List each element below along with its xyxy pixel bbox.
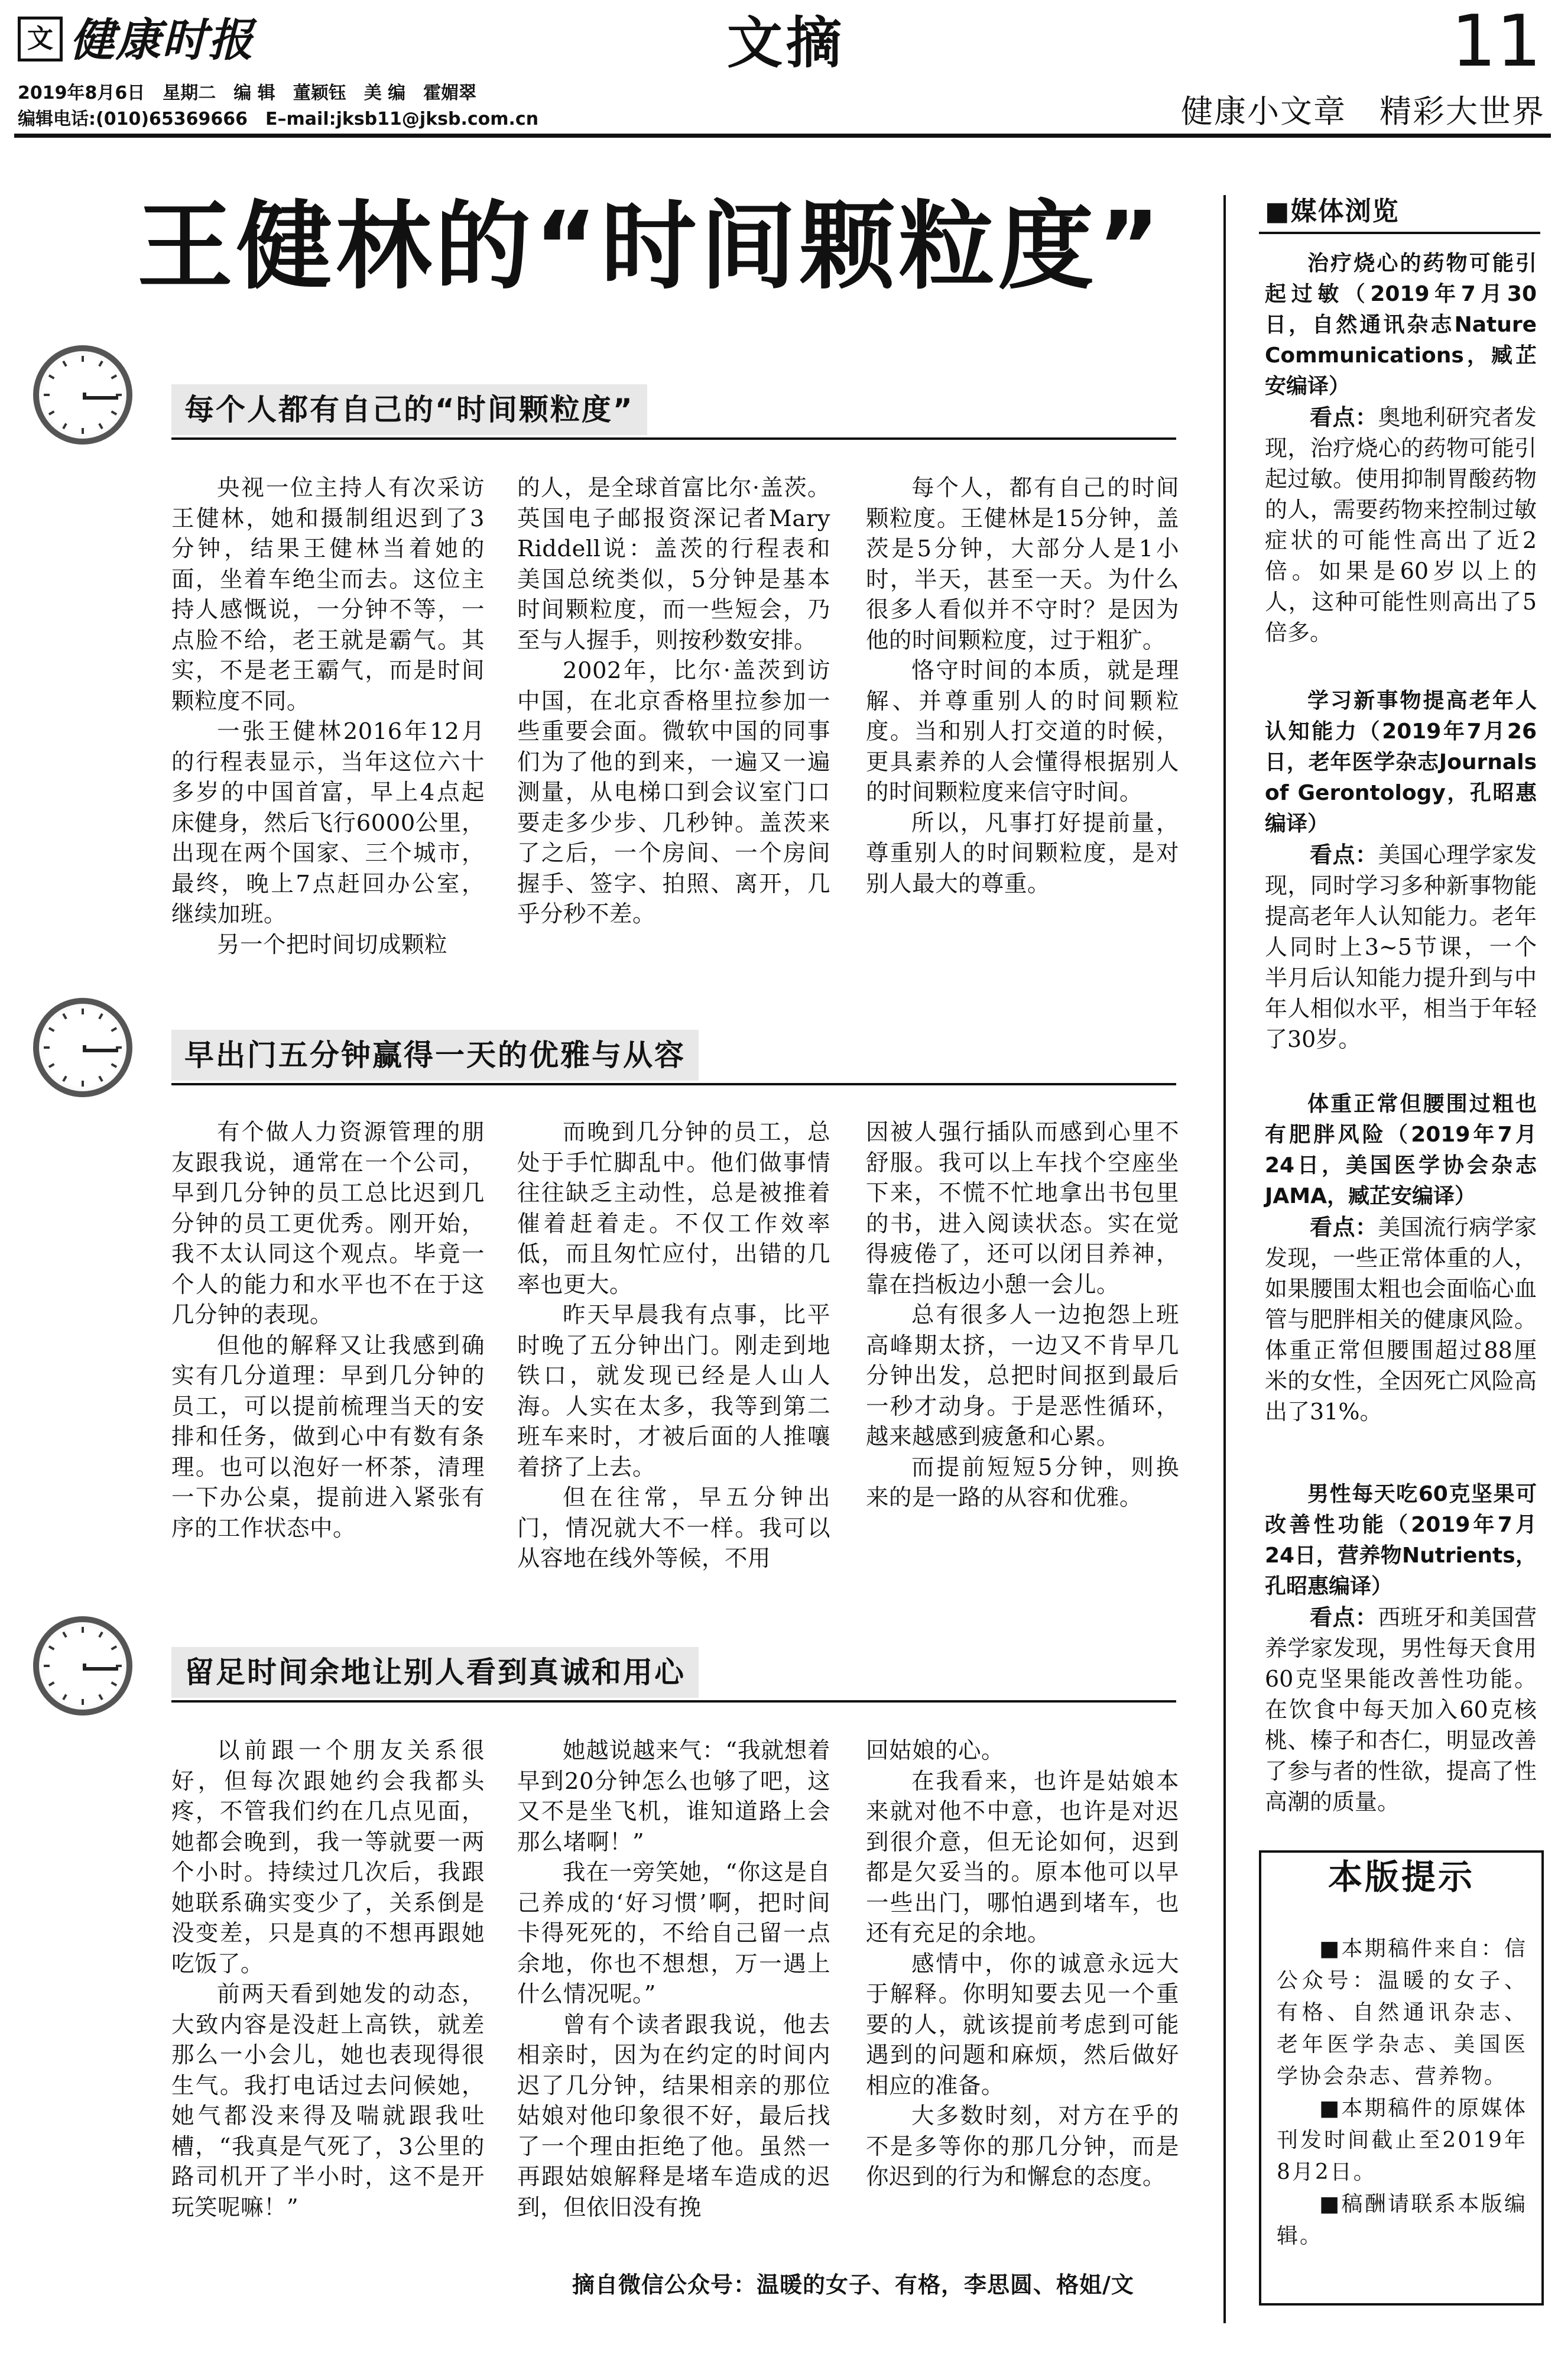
paragraph: 感情中，你的诚意永远大于解释。你明知要去见一个重要的人，就该提前考虑到可能遇到的问题和麻烦，然后做好相应的准备。 [866, 1950, 1179, 2099]
article-byline: 摘自微信公众号：温暖的女子、有格，李思圆、格姐/文 [572, 2271, 1134, 2298]
media-brief-body: 美国流行病学家发现，一些正常体重的人，如果腰围太粗也会面临心血管与肥胖相关的健康风险。体重正常但腰围超过88厘米的女性，全因死亡风险高出了31%。 [1265, 1214, 1537, 1425]
clock-tick [111, 1027, 117, 1032]
clock-tick [98, 1013, 103, 1020]
paragraph: 曾有个读者跟我说，他去相亲时，因为在约定的时间内迟了几分钟，结果相亲的那位姑娘对他印象很不好，最后找了一个理由拒绝了他。虽然一再跟姑娘解释是堵车造成的迟到，但依旧没有挽 [517, 2011, 830, 2221]
paragraph: 每个人，都有自己的时间颗粒度。王健林是15分钟，盖茨是5分钟，大部分人是1小时，半天，甚至一天。为什么很多人看似并不守时？是因为他的时间颗粒度，过于粗犷。 [866, 475, 1179, 654]
key-point-label: 看点： [1310, 1604, 1378, 1630]
page-note: ■本期稿件来自：信公众号：温暖的女子、有格、自然通讯杂志、老年医学杂志、美国医学协会杂志、营养物。 [1277, 1937, 1527, 2089]
paragraph: 因被人强行插队而感到心里不舒服。我可以上车找个空座坐下来，不慌不忙地拿出书包里的书，进入阅读状态。实在觉得疲倦了，还可以闭目养神，靠在挡板边小憩一会儿。 [866, 1119, 1179, 1298]
clock-tick [44, 1046, 50, 1049]
article-column [866, 1736, 1179, 2193]
clock-tick [48, 1681, 55, 1686]
clock-tick [62, 423, 67, 429]
sidebar-heading: ■媒体浏览 [1265, 196, 1400, 226]
clock-tick [48, 410, 55, 415]
section-heading-3: 留足时间余地让别人看到真诚和用心 [171, 1647, 699, 1698]
clock-tick [111, 1681, 117, 1686]
section-heading-2: 早出门五分钟赢得一天的优雅与从容 [171, 1030, 699, 1081]
clock-icon [33, 1616, 132, 1716]
page-number: 11 [1451, 1, 1541, 83]
clock-tick [44, 394, 50, 396]
clock-tick [62, 1632, 67, 1638]
newspaper-logo: 健康时报 [70, 14, 254, 66]
media-brief-body: 西班牙和美国营养学家发现，男性每天食用60克坚果能改善性功能。在饮食中每天加入60克核桃、榛子和杏仁，明显改善了参与者的性欲，提高了性高潮的质量。 [1265, 1604, 1537, 1815]
newspaper-logo-mark: 文 [18, 17, 63, 61]
paragraph: 恪守时间的本质，就是理解、并尊重别人的时间颗粒度。当和别人打交道的时候，更具素养的人会懂得根据别人的时间颗粒度来信守时间。 [866, 657, 1179, 806]
article-headline: 王健林的“时间颗粒度” [137, 192, 1164, 303]
clock-tick [116, 394, 122, 396]
paragraph: 而提前短短5分钟，则换来的是一路的从容和优雅。 [866, 1454, 1179, 1511]
section-rule-3 [171, 1700, 1176, 1703]
clock-tick [111, 374, 117, 379]
clock-icon [33, 998, 132, 1097]
page-note: ■稿酬请联系本版编辑。 [1277, 2192, 1527, 2248]
clock-tick [48, 1027, 55, 1032]
paragraph: 所以，凡事打好提前量，尊重别人的时间颗粒度，是对别人最大的尊重。 [866, 809, 1179, 897]
clock-tick [48, 1063, 55, 1068]
date-editor-line: 2019年8月6日 星期二 编 辑 董颖钰 美 编 霍媚翠 [18, 83, 477, 103]
clock-tick [48, 374, 55, 379]
paragraph: 在我看来，也许是姑娘本来就对他不中意，也许是对迟到很介意，但无论如何，迟到都是欠妥当的。原本他可以早一些出门，哪怕遇到堵车，也还有充足的余地。 [866, 1768, 1179, 1947]
paragraph: 一张王健林2016年12月的行程表显示，当年这位六十多岁的中国首富，早上4点起床健身，然后飞行6000公里，出现在两个国家、三个城市，最终，晚上7点赶回办公室，继续加班。 [171, 718, 485, 928]
paragraph: 总有很多人一边抱怨上班高峰期太挤，一边又不肯早几分钟出发，总把时间抠到最后一秒才动身。于是恶性循环，越来越感到疲惫和心累。 [866, 1302, 1179, 1450]
page-tagline: 健康小文章 精彩大世界 [1181, 93, 1545, 130]
article-column [517, 473, 830, 930]
media-brief-title: 治疗烧心的药物可能引起过敏（2019年7月30日，自然通讯杂志Nature Communications，臧芷安编译） [1265, 251, 1537, 398]
clock-tick [111, 410, 117, 415]
clock-tick [111, 1063, 117, 1068]
article-column [517, 1736, 830, 2223]
clock-tick [98, 1694, 103, 1700]
clock-tick [62, 1075, 67, 1082]
page-note: ■本期稿件的原媒体刊发时间截止至2019年8月2日。 [1277, 2096, 1527, 2184]
clock-tick [82, 356, 84, 362]
clock-tick [62, 361, 67, 367]
page-notes-body [1277, 1933, 1527, 2252]
paragraph: 但在往常，早五分钟出门，情况就大不一样。我可以从容地在线外等候，不用 [517, 1484, 830, 1572]
clock-tick [62, 1694, 67, 1700]
key-point-label: 看点： [1310, 1214, 1378, 1240]
paragraph: 前两天看到她发的动态，大致内容是没赶上高铁，就差那么一小会儿，她也表现得很生气。我打电话过去问候她，她气都没来得及喘就跟我吐槽，“我真是气死了，3公里的路司机开了半小时，这不是开玩笑呢嘛！” [171, 1981, 485, 2221]
media-brief [1265, 1089, 1537, 1427]
media-brief [1265, 686, 1537, 1055]
clock-tick [82, 1081, 84, 1087]
header-rule [14, 134, 1551, 138]
paragraph: 2002年，比尔·盖茨到访中国，在北京香格里拉参加一些重要会面。微软中国的同事们为了他的到来，一遍又一遍测量，从电梯口到会议室门口要走多少步、几秒钟。盖茨来了之后，一个房间、一个房间握手、签字、拍照、离开，几乎分秒不差。 [517, 657, 830, 928]
clock-tick [82, 1627, 84, 1633]
clock-tick [98, 361, 103, 367]
paragraph: 的人，是全球首富比尔·盖茨。英国电子邮报资深记者Mary Riddell说：盖茨的行程表和美国总统类似，5分钟是基本时间颗粒度，而一些短会，乃至与人握手，则按秒数安排。 [517, 475, 830, 654]
article-column [171, 1736, 485, 2223]
media-brief-body: 美国心理学家发现，同时学习多种新事物能提高老年人认知能力。老年人同时上3~5节课，一个半月后认知能力提升到与中年人相似水平，相当于年轻了30岁。 [1265, 842, 1537, 1052]
sidebar-heading-rule [1259, 232, 1540, 234]
article-column [866, 1117, 1179, 1513]
paragraph: 有个做人力资源管理的朋友跟我说，通常在一个公司，早到几分钟的员工总比迟到几分钟的员工更优秀。刚开始，我不太认同这个观点。毕竟一个人的能力和水平也不在于这几分钟的表现。 [171, 1119, 485, 1328]
paragraph: 她越说越来气：“我就想着早到20分钟怎么也够了吧，这又不是坐飞机，谁知道路上会那么堵啊！” [517, 1737, 830, 1856]
media-brief-title: 男性每天吃60克坚果可改善性功能（2019年7月24日，营养物Nutrients，孔昭惠编译） [1265, 1482, 1537, 1598]
paragraph: 另一个把时间切成颗粒 [217, 931, 448, 958]
media-brief [1265, 248, 1537, 648]
article-column [866, 473, 1179, 899]
key-point-label: 看点： [1310, 841, 1378, 868]
clock-tick [116, 1665, 122, 1667]
paragraph: 我在一旁笑她，“你这是自己养成的‘好习惯’啊，把时间卡得死死的，不给自己留一点余地，你也不想想，万一遇上什么情况呢。” [517, 1859, 830, 2008]
clock-tick [98, 423, 103, 429]
paragraph: 昨天早晨我有点事，比平时晚了五分钟出门。刚走到地铁口，就发现已经是人山人海。人实在太多，我等到第二班车来时，才被后面的人推嚷着挤了上去。 [517, 1302, 830, 1481]
clock-tick [82, 428, 84, 434]
key-point-label: 看点： [1310, 404, 1378, 430]
article-column [171, 1117, 485, 1544]
paragraph: 回姑娘的心。 [866, 1737, 1005, 1764]
media-brief-title: 学习新事物提高老年人认知能力（2019年7月26日，老年医学杂志Journals of Gerontology，孔昭惠编译） [1265, 689, 1537, 836]
clock-icon [33, 345, 132, 445]
clock-tick [116, 1046, 122, 1049]
column-divider [1223, 195, 1226, 2323]
paragraph: 但他的解释又让我感到确实有几分道理：早到几分钟的员工，可以提前梳理当天的安排和任务，做到心中有数有条理。也可以泡好一杯茶，清理一下办公桌，提前进入紧张有序的工作状态中。 [171, 1332, 485, 1542]
clock-tick [82, 1009, 84, 1014]
paragraph: 以前跟一个朋友关系很好，但每次跟她约会我都头疼，不管我们约在几点见面，她都会晚到，我一等就要一两个小时。持续过几次后，我跟她联系确实变少了，关系倒是没变差，只是真的不想再跟她吃饭了。 [171, 1737, 485, 1977]
clock-tick [44, 1665, 50, 1667]
section-heading-1: 每个人都有自己的“时间颗粒度” [171, 384, 647, 435]
clock-tick [98, 1632, 103, 1638]
paragraph: 央视一位主持人有次采访王健林，她和摄制组迟到了3分钟，结果王健林当着她的面，坐着车绝尘而去。这位主持人感慨说，一分钟不等，一点脸不给，老王就是霸气。其实，不是老王霸气，而是时间颗粒度不同。 [171, 475, 485, 715]
media-brief-title: 体重正常但腰围过粗也有肥胖风险（2019年7月24日，美国医学协会杂志JAMA，臧芷安编译） [1265, 1092, 1537, 1208]
section-title: 文摘 [727, 11, 846, 76]
article-column [171, 473, 485, 960]
paragraph: 大多数时刻，对方在乎的不是多等你的那几分钟，而是你迟到的行为和懈怠的态度。 [866, 2103, 1179, 2190]
section-rule-1 [171, 437, 1176, 440]
clock-tick [62, 1013, 67, 1020]
contact-line: 编辑电话:(010)65369666 E–mail:jksb11@jksb.com.cn [18, 109, 539, 129]
clock-tick [111, 1645, 117, 1650]
section-rule-2 [171, 1083, 1176, 1085]
media-brief [1265, 1479, 1537, 1817]
article-column [517, 1117, 830, 1574]
page-notes-heading: 本版提示 [1327, 1857, 1475, 1897]
clock-tick [82, 1699, 84, 1705]
media-brief-body: 奥地利研究者发现，治疗烧心的药物可能引起过敏。使用抑制胃酸药物的人，需要药物来控制过敏症状的可能性高出了近2倍。如果是60岁以上的人，这种可能性则高出了5倍多。 [1265, 404, 1537, 646]
clock-tick [48, 1645, 55, 1650]
clock-tick [98, 1075, 103, 1082]
paragraph: 而晚到几分钟的员工，总处于手忙脚乱中。他们做事情往往缺乏主动性，总是被推着催着赶着走。不仅工作效率低，而且匆忙应付，出错的几率也更大。 [517, 1119, 830, 1298]
